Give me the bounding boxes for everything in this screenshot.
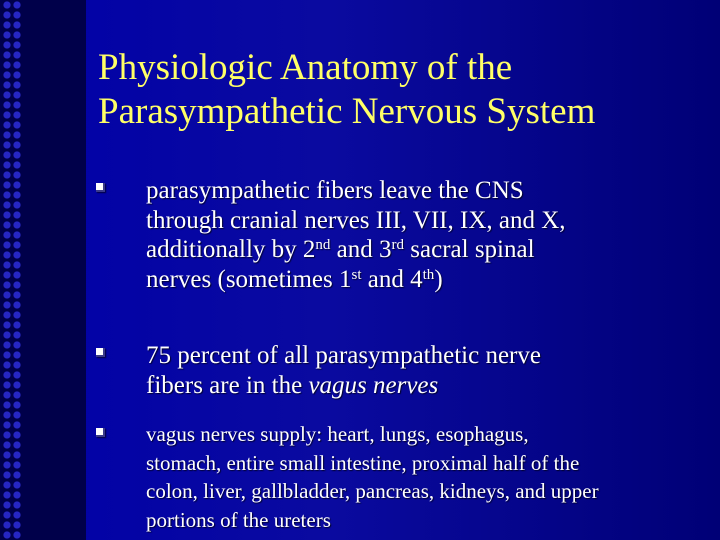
title-line-2: Parasympathetic Nervous System xyxy=(98,91,596,132)
bullet-3-line-1: vagus nerves supply: heart, lungs, esophagus, xyxy=(146,422,529,446)
dot-pattern xyxy=(2,0,22,540)
bullet-3-line-3: colon, liver, gallbladder, pancreas, kidneys, and upper xyxy=(146,479,599,503)
bullet-1-line-4: nerves (sometimes 1st and 4th) xyxy=(146,265,443,293)
slide-title xyxy=(98,46,708,134)
bullet-1-square-icon xyxy=(96,183,105,192)
bullet-3 xyxy=(146,420,716,534)
bullet-2-line-2: fibers are in the vagus nerves xyxy=(146,371,439,399)
bullet-2-square-icon xyxy=(96,348,105,357)
bullet-2 xyxy=(146,341,716,400)
bullet-3-line-4: portions of the ureters xyxy=(146,507,331,532)
bullet-3-square-icon xyxy=(96,428,105,437)
bullet-1-line-2: through cranial nerves III, VII, IX, and X, xyxy=(146,206,566,234)
title-line-1: Physiologic Anatomy of the xyxy=(98,47,513,88)
bullet-1-line-1: parasympathetic fibers leave the CNS xyxy=(146,177,524,204)
bullet-1 xyxy=(146,176,716,294)
bullet-3-line-2: stomach, entire small intestine, proximal half of the xyxy=(146,450,580,475)
bullet-2-line-1: 75 percent of all parasympathetic nerve xyxy=(146,342,541,369)
bullet-1-line-3: additionally by 2nd and 3rd sacral spinal xyxy=(146,236,535,263)
decorative-side-strip xyxy=(0,0,86,540)
